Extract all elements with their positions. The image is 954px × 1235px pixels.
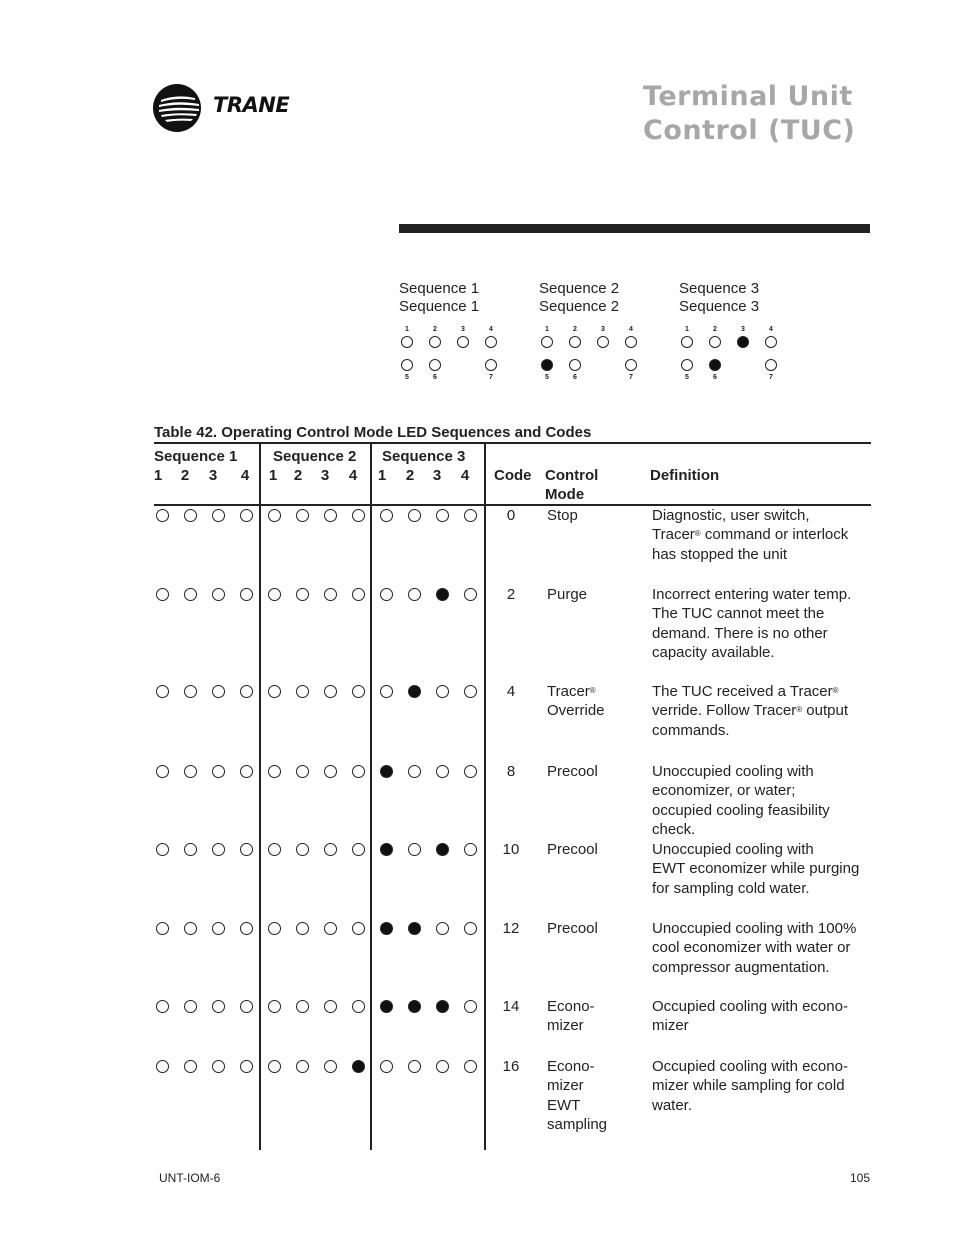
led-indicator-icon: [681, 359, 693, 371]
led-indicator-icon: [625, 336, 637, 348]
header-seq-number: 1: [377, 467, 387, 484]
row-code: 14: [502, 998, 520, 1015]
led-indicator-icon: [156, 509, 169, 522]
led-indicator-icon: [212, 922, 225, 935]
led-number: 6: [573, 374, 577, 381]
led-indicator-icon: [408, 1060, 421, 1073]
row-code: 12: [502, 920, 520, 937]
led-indicator-icon: [709, 336, 721, 348]
led-indicator-icon: [324, 1000, 337, 1013]
footer-page-number: 105: [850, 1171, 871, 1185]
led-indicator-icon: [184, 765, 197, 778]
header-seq-number: 2: [405, 467, 415, 484]
led-indicator-icon: [464, 1000, 477, 1013]
led-indicator-icon: [709, 359, 721, 371]
led-indicator-icon: [401, 359, 413, 371]
header-rule: [399, 224, 870, 233]
legend-label: Sequence 1: [399, 298, 480, 315]
led-indicator-icon: [324, 685, 337, 698]
header-definition: Definition: [650, 467, 720, 484]
led-indicator-icon: [380, 1060, 393, 1073]
led-indicator-icon: [436, 1060, 449, 1073]
header-seq-number: 1: [153, 467, 163, 484]
led-number: 5: [685, 374, 689, 381]
footer-doc-id: UNT-IOM-6: [159, 1171, 221, 1185]
led-number: 7: [769, 374, 773, 381]
led-indicator-icon: [408, 1000, 421, 1013]
row-code: 4: [506, 683, 516, 700]
header-control-mode: Control: [545, 467, 599, 484]
header-seq-number: 4: [460, 467, 470, 484]
row-definition: Unoccupied cooling with economizer, or water; occupied cooling feasibility check.: [652, 763, 830, 838]
header-seq-number: 3: [320, 467, 330, 484]
row-control-mode: Stop: [547, 507, 578, 524]
led-indicator-icon: [408, 685, 421, 698]
row-definition: Occupied cooling with econo- mizer: [652, 998, 848, 1035]
led-indicator-icon: [380, 685, 393, 698]
led-indicator-icon: [240, 588, 253, 601]
led-indicator-icon: [380, 588, 393, 601]
led-indicator-icon: [156, 922, 169, 935]
led-indicator-icon: [268, 509, 281, 522]
led-indicator-icon: [212, 588, 225, 601]
led-indicator-icon: [268, 1060, 281, 1073]
brand-name: TRANE: [213, 93, 290, 117]
led-indicator-icon: [436, 1000, 449, 1013]
header-seq3: Sequence 3: [382, 448, 466, 465]
led-indicator-icon: [352, 509, 365, 522]
header-seq-number: 2: [293, 467, 303, 484]
led-indicator-icon: [296, 922, 309, 935]
led-indicator-icon: [464, 765, 477, 778]
led-indicator-icon: [737, 336, 749, 348]
led-indicator-icon: [408, 765, 421, 778]
led-indicator-icon: [156, 685, 169, 698]
led-indicator-icon: [240, 509, 253, 522]
table-column-divider: [259, 444, 261, 1150]
led-indicator-icon: [296, 843, 309, 856]
row-definition: Incorrect entering water temp. The TUC cannot meet the demand. There is no other capacity available.: [652, 586, 852, 661]
led-indicator-icon: [464, 843, 477, 856]
led-indicator-icon: [380, 765, 393, 778]
led-indicator-icon: [184, 685, 197, 698]
led-indicator-icon: [464, 685, 477, 698]
header-control-mode: Mode: [545, 486, 585, 503]
led-number: 7: [489, 374, 493, 381]
led-indicator-icon: [296, 685, 309, 698]
table-column-divider: [370, 444, 372, 1150]
led-indicator-icon: [485, 359, 497, 371]
led-number: 4: [629, 326, 633, 333]
legend-led-block: [679, 322, 809, 384]
led-indicator-icon: [408, 922, 421, 935]
row-control-mode: Precool: [547, 920, 598, 937]
led-indicator-icon: [156, 1060, 169, 1073]
led-indicator-icon: [184, 588, 197, 601]
header-seq-number: 3: [432, 467, 442, 484]
led-indicator-icon: [352, 922, 365, 935]
led-indicator-icon: [380, 922, 393, 935]
document-title-line1: Terminal Unit: [643, 81, 853, 112]
header-seq-number: 4: [240, 467, 250, 484]
row-definition: Unoccupied cooling with EWT economizer while purging for sampling cold water.: [652, 841, 860, 897]
led-indicator-icon: [625, 359, 637, 371]
led-indicator-icon: [352, 1000, 365, 1013]
led-indicator-icon: [408, 588, 421, 601]
led-indicator-icon: [212, 509, 225, 522]
led-indicator-icon: [436, 588, 449, 601]
table-caption: Table 42. Operating Control Mode LED Sequences and Codes: [154, 424, 592, 441]
led-indicator-icon: [485, 336, 497, 348]
led-indicator-icon: [184, 1060, 197, 1073]
row-control-mode: Purge: [547, 586, 588, 603]
header-seq-number: 3: [208, 467, 218, 484]
led-indicator-icon: [324, 588, 337, 601]
led-indicator-icon: [268, 922, 281, 935]
document-title: [643, 80, 873, 148]
led-indicator-icon: [597, 336, 609, 348]
led-indicator-icon: [184, 509, 197, 522]
legend-label: Sequence 1: [399, 280, 480, 297]
led-indicator-icon: [436, 685, 449, 698]
legend-led-block: [539, 322, 669, 384]
led-indicator-icon: [541, 336, 553, 348]
led-indicator-icon: [212, 1000, 225, 1013]
led-indicator-icon: [296, 509, 309, 522]
legend-group-seq1: [399, 280, 529, 384]
led-indicator-icon: [240, 922, 253, 935]
header-seq1: Sequence 1: [154, 448, 238, 465]
legend-label: Sequence 3: [679, 280, 760, 297]
row-code: 16: [502, 1058, 520, 1075]
led-indicator-icon: [464, 588, 477, 601]
led-indicator-icon: [156, 1000, 169, 1013]
header-seq-number: 4: [348, 467, 358, 484]
table-column-divider: [484, 444, 486, 1150]
led-indicator-icon: [240, 1000, 253, 1013]
led-indicator-icon: [268, 685, 281, 698]
led-number: 1: [545, 326, 549, 333]
led-indicator-icon: [436, 509, 449, 522]
led-indicator-icon: [408, 843, 421, 856]
led-number: 3: [741, 326, 745, 333]
led-number: 4: [769, 326, 773, 333]
led-indicator-icon: [464, 1060, 477, 1073]
led-indicator-icon: [569, 336, 581, 348]
led-indicator-icon: [765, 336, 777, 348]
legend-led-block: [399, 322, 529, 384]
led-number: 7: [629, 374, 633, 381]
header-code: Code: [494, 467, 532, 484]
led-indicator-icon: [324, 922, 337, 935]
row-code: 2: [506, 586, 516, 603]
led-number: 1: [685, 326, 689, 333]
led-number: 2: [713, 326, 717, 333]
row-control-mode: Precool: [547, 841, 598, 858]
led-indicator-icon: [464, 509, 477, 522]
led-indicator-icon: [352, 588, 365, 601]
led-number: 2: [433, 326, 437, 333]
led-indicator-icon: [296, 1000, 309, 1013]
row-code: 0: [506, 507, 516, 524]
led-indicator-icon: [324, 1060, 337, 1073]
led-indicator-icon: [296, 765, 309, 778]
row-definition: Occupied cooling with econo- mizer while sampling for cold water.: [652, 1058, 848, 1114]
led-indicator-icon: [268, 588, 281, 601]
led-indicator-icon: [380, 1000, 393, 1013]
led-number: 3: [461, 326, 465, 333]
led-indicator-icon: [212, 685, 225, 698]
led-indicator-icon: [352, 843, 365, 856]
led-indicator-icon: [436, 922, 449, 935]
led-indicator-icon: [569, 359, 581, 371]
led-indicator-icon: [541, 359, 553, 371]
led-number: 5: [545, 374, 549, 381]
led-number: 6: [433, 374, 437, 381]
row-definition: The TUC received a Tracer® verride. Follow Tracer® output commands.: [652, 683, 848, 739]
led-indicator-icon: [156, 765, 169, 778]
led-number: 6: [713, 374, 717, 381]
led-indicator-icon: [324, 509, 337, 522]
led-indicator-icon: [436, 765, 449, 778]
led-number: 3: [601, 326, 605, 333]
led-indicator-icon: [352, 1060, 365, 1073]
document-title-line2: Control (TUC): [643, 115, 856, 146]
led-indicator-icon: [429, 336, 441, 348]
led-indicator-icon: [268, 843, 281, 856]
led-indicator-icon: [184, 843, 197, 856]
table-top-rule: [154, 442, 871, 444]
header-seq2: Sequence 2: [273, 448, 357, 465]
led-indicator-icon: [380, 843, 393, 856]
header-seq-number: 1: [268, 467, 278, 484]
led-indicator-icon: [352, 765, 365, 778]
led-indicator-icon: [464, 922, 477, 935]
led-indicator-icon: [184, 1000, 197, 1013]
led-indicator-icon: [429, 359, 441, 371]
trane-logo: [153, 82, 313, 134]
row-control-mode: Tracer® Override: [547, 683, 605, 720]
led-number: 1: [405, 326, 409, 333]
led-indicator-icon: [296, 588, 309, 601]
led-indicator-icon: [457, 336, 469, 348]
led-indicator-icon: [408, 509, 421, 522]
legend-label: Sequence 3: [679, 298, 760, 315]
row-code: 8: [506, 763, 516, 780]
led-indicator-icon: [352, 685, 365, 698]
led-number: 4: [489, 326, 493, 333]
legend-group-seq3: [679, 280, 809, 384]
led-indicator-icon: [212, 765, 225, 778]
led-indicator-icon: [324, 843, 337, 856]
led-indicator-icon: [765, 359, 777, 371]
led-indicator-icon: [380, 509, 393, 522]
led-indicator-icon: [212, 1060, 225, 1073]
row-definition: Unoccupied cooling with 100% cool economizer with water or compressor augmentation.: [652, 920, 857, 976]
led-indicator-icon: [240, 685, 253, 698]
led-indicator-icon: [268, 1000, 281, 1013]
led-indicator-icon: [212, 843, 225, 856]
led-indicator-icon: [240, 1060, 253, 1073]
led-indicator-icon: [436, 843, 449, 856]
led-number: 2: [573, 326, 577, 333]
led-indicator-icon: [156, 588, 169, 601]
led-indicator-icon: [681, 336, 693, 348]
led-indicator-icon: [296, 1060, 309, 1073]
led-indicator-icon: [240, 843, 253, 856]
legend-label: Sequence 2: [539, 280, 620, 297]
led-indicator-icon: [156, 843, 169, 856]
legend-group-seq2: [539, 280, 669, 384]
led-number: 5: [405, 374, 409, 381]
led-indicator-icon: [324, 765, 337, 778]
led-indicator-icon: [401, 336, 413, 348]
row-control-mode: Econo- mizer: [547, 998, 595, 1035]
row-control-mode: Precool: [547, 763, 598, 780]
led-indicator-icon: [240, 765, 253, 778]
legend-label: Sequence 2: [539, 298, 620, 315]
led-indicator-icon: [268, 765, 281, 778]
header-seq-number: 2: [180, 467, 190, 484]
row-control-mode: Econo- mizer EWT sampling: [547, 1058, 608, 1133]
row-code: 10: [502, 841, 520, 858]
row-definition: Diagnostic, user switch, Tracer® command or interlock has stopped the unit: [652, 507, 849, 563]
led-indicator-icon: [184, 922, 197, 935]
